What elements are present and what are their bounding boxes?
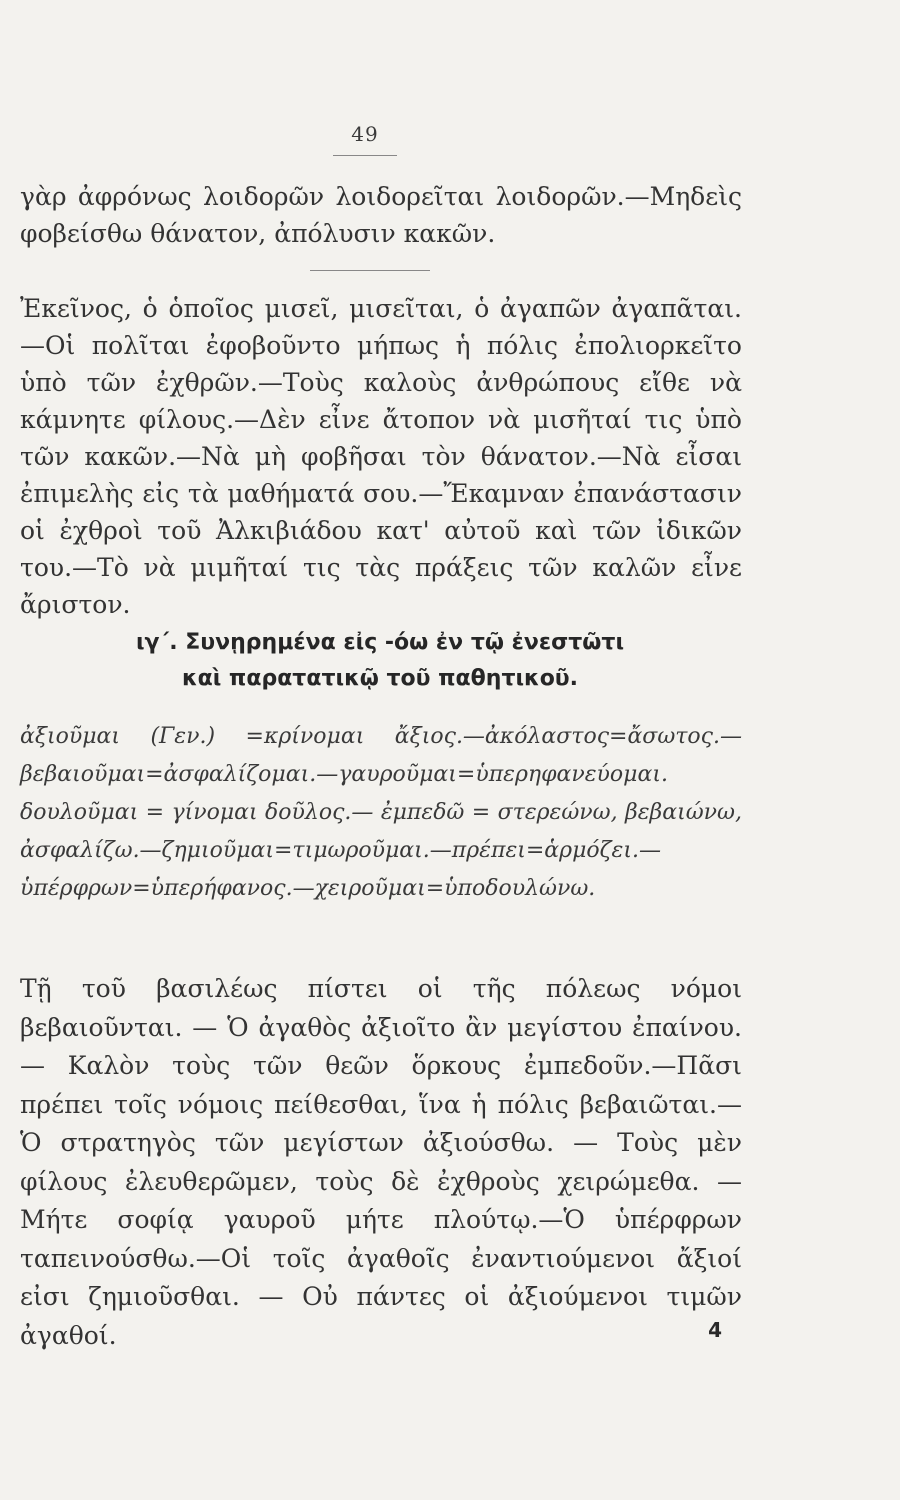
page-number-rule bbox=[333, 155, 397, 156]
section-heading bbox=[120, 625, 640, 697]
vocabulary-list: ἀξιοῦμαι (Γεν.) =κρίνομαι ἄξιος.—ἀκόλαστος=ἄσωτος.—βεβαιοῦμαι=ἀσφαλίζομαι.—γαυροῦμαι=ὑπερηφανεύομαι. δουλοῦμαι = γίνομαι δοῦλος.— ἐμπεδῶ = στερεώνω, βεβαιώνω, ἀσφαλίζω.—ζημιοῦμαι=τιμωροῦμαι.—πρέπει=ἁρμόζει.— ὑπέρφρων=ὑπερήφανος.—χειροῦμαι=ὑποδουλώνω. bbox=[20, 724, 742, 901]
printer-signature-mark: 4 bbox=[708, 1318, 722, 1342]
page-number: 49 bbox=[351, 122, 379, 146]
section-heading-line-1: ιγ΄. Συνῃρημένα εἰς -όω ἐν τῷ ἐνεστῶτι bbox=[135, 630, 625, 655]
paragraph-exercise-greek: Τῇ τοῦ βασιλέως πίστει οἱ τῆς πόλεως νόμοι βεβαιοῦνται. — Ὁ ἀγαθὸς ἀξιοῖτο ἂν μεγίστου ἐπαίνου. — Καλὸν τοὺς τῶν θεῶν ὅρκους ἐμπεδοῦν.—Πᾶσι πρέπει τοῖς νόμοις πείθεσθαι, ἵνα ἡ πόλις βεβαιῶται.—Ὁ στρατηγὸς τῶν μεγίστων ἀξιούσθω. — Τοὺς μὲν φίλους ἐλευθερῶμεν, τοὺς δὲ ἐχθροὺς χειρώμεθα. — Μήτε σοφίᾳ γαυροῦ μήτε πλούτῳ.—Ὁ ὑπέρφρων ταπεινούσθω.—Οἱ τοῖς ἀγαθοῖς ἐναντιούμενοι ἄξιοί εἰσι ζημιοῦσθαι. — Οὐ πάντες οἱ ἀξιούμενοι τιμῶν ἀγαθοί. bbox=[20, 974, 742, 1350]
paragraph-exercise-translation: Ἐκεῖνος, ὁ ὁποῖος μισεῖ, μισεῖται, ὁ ἀγαπῶν ἀγαπᾶται.—Οἱ πολῖται ἐφοβοῦντο μήπως ἡ πόλις ἐπολιορκεῖτο ὑπὸ τῶν ἐχθρῶν.—Τοὺς καλοὺς ἀνθρώπους εἴθε νὰ κάμνητε φίλους.—Δὲν εἶνε ἄτοπον νὰ μισῆταί τις ὑπὸ τῶν κακῶν.—Νὰ μὴ φοβῆσαι τὸν θάνατον.—Νὰ εἶσαι ἐπιμελὴς εἰς τὰ μαθήματά σου.—Ἔκαμναν ἐπανάστασιν οἱ ἐχθροὶ τοῦ Ἀλκιβιάδου κατ' αὐτοῦ καὶ τῶν ἰδικῶν του.—Τὸ νὰ μιμῆταί τις τὰς πράξεις τῶν καλῶν εἶνε ἄριστον. bbox=[20, 294, 742, 619]
paragraph-continuation: γὰρ ἀφρόνως λοιδορῶν λοιδορεῖται λοιδορῶν.—Μηδεὶς φοβείσθω θάνατον, ἀπόλυσιν κακῶν. bbox=[20, 182, 742, 248]
section-heading-line-2: καὶ παρατατικῷ τοῦ παθητικοῦ. bbox=[181, 666, 579, 691]
section-separator bbox=[310, 270, 430, 271]
